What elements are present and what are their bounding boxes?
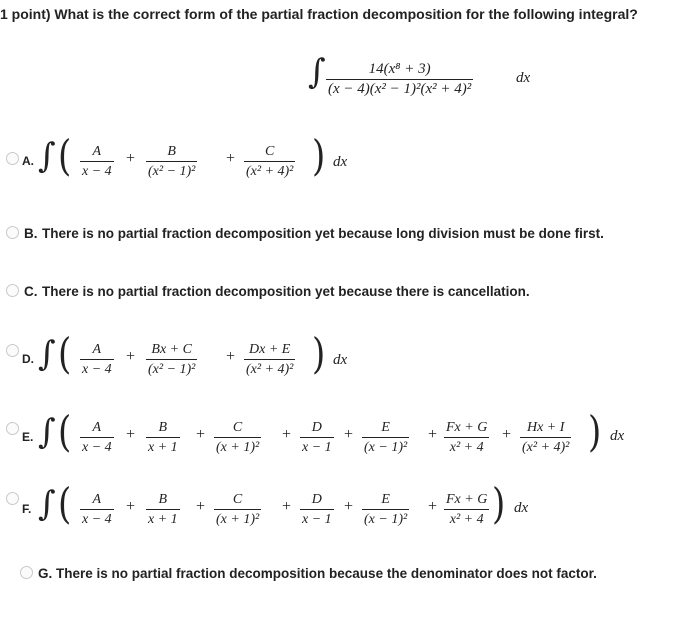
term-numerator: C	[232, 420, 243, 435]
radio-c[interactable]	[6, 284, 19, 297]
term-denominator: x² + 4	[449, 512, 484, 527]
option-letter: F.	[22, 502, 32, 516]
term-fraction	[244, 144, 295, 179]
term-numerator: Hx + I	[526, 420, 565, 435]
plus-sign: +	[428, 426, 438, 443]
term-denominator: (x² − 1)²	[148, 362, 196, 377]
term-denominator: x − 1	[302, 440, 332, 455]
term-numerator: C	[232, 492, 243, 507]
radio-g[interactable]	[20, 566, 33, 579]
integrand-denominator: (x − 4)(x² − 1)²(x² + 4)²	[328, 81, 472, 97]
term-denominator: (x² − 1)²	[148, 164, 196, 179]
term-denominator: (x − 1)²	[364, 440, 408, 455]
plus-sign: +	[126, 498, 136, 515]
option-letter: G.	[38, 566, 53, 581]
term-denominator: (x² + 4)²	[246, 164, 294, 179]
plus-sign: +	[126, 426, 136, 443]
left-paren: (	[58, 479, 72, 529]
plus-sign: +	[226, 348, 236, 365]
integral-sign: ∫	[38, 136, 56, 176]
right-paren: )	[492, 479, 506, 529]
option-dx: dx	[333, 154, 348, 170]
term-denominator: (x² + 4)²	[246, 362, 294, 377]
term-denominator: (x² + 4)²	[522, 440, 570, 455]
plus-sign: +	[502, 426, 512, 443]
integral-sign: ∫	[38, 334, 56, 374]
term-numerator: A	[92, 420, 102, 435]
option-letter: C.	[24, 284, 38, 299]
term-fraction	[146, 492, 180, 527]
term-fraction	[244, 342, 295, 377]
term-denominator: x − 4	[82, 440, 112, 455]
option-dx: dx	[514, 500, 529, 516]
term-fraction	[362, 420, 409, 455]
term-fraction	[80, 342, 114, 377]
term-denominator: x − 4	[82, 512, 112, 527]
integral-sign: ∫	[38, 484, 56, 524]
option-c-text: There is no partial fraction decomposition yet because there is cancellation.	[42, 284, 530, 299]
term-numerator: B	[158, 420, 168, 435]
question-text: 1 point) What is the correct form of the partial fraction decomposition for the following integral?	[0, 6, 638, 22]
term-fraction	[444, 492, 489, 527]
term-fraction	[300, 492, 334, 527]
term-numerator: Fx + G	[446, 420, 488, 435]
term-fraction	[520, 420, 571, 455]
left-paren: (	[58, 407, 72, 457]
term-numerator: A	[92, 342, 102, 357]
term-fraction	[444, 420, 489, 455]
term-numerator: Bx + C	[151, 342, 192, 357]
term-denominator: x + 1	[148, 440, 178, 455]
left-paren: (	[58, 329, 72, 379]
term-denominator: (x + 1)²	[216, 512, 260, 527]
right-paren: )	[588, 407, 602, 457]
term-numerator: A	[92, 144, 102, 159]
term-numerator: E	[381, 420, 390, 435]
term-numerator: Fx + G	[446, 492, 488, 507]
plus-sign: +	[196, 498, 206, 515]
term-fraction	[146, 420, 180, 455]
radio-a[interactable]	[6, 152, 19, 165]
plus-sign: +	[428, 498, 438, 515]
term-numerator: Dx + E	[249, 342, 291, 357]
radio-b[interactable]	[6, 226, 19, 239]
option-letter: E.	[22, 430, 34, 444]
left-paren: (	[58, 131, 72, 181]
term-fraction	[80, 144, 114, 179]
integrand-fraction	[326, 62, 473, 97]
radio-e[interactable]	[6, 422, 19, 435]
option-dx: dx	[610, 428, 625, 444]
term-fraction	[214, 420, 261, 455]
radio-f[interactable]	[6, 492, 19, 505]
option-letter: D.	[22, 352, 34, 366]
term-denominator: x² + 4	[449, 440, 484, 455]
term-denominator: x − 4	[82, 164, 112, 179]
plus-sign: +	[282, 426, 292, 443]
term-numerator: B	[158, 492, 168, 507]
term-fraction	[146, 342, 197, 377]
term-numerator: C	[265, 144, 275, 159]
term-fraction	[214, 492, 261, 527]
option-letter: A.	[22, 154, 34, 168]
plus-sign: +	[226, 150, 236, 167]
term-fraction	[362, 492, 409, 527]
term-denominator: x − 4	[82, 362, 112, 377]
integrand-numerator: 14(x⁸ + 3)	[368, 61, 431, 77]
integrand-dx: dx	[516, 70, 531, 86]
plus-sign: +	[126, 348, 136, 365]
term-numerator: D	[311, 420, 322, 435]
term-denominator: x − 1	[302, 512, 332, 527]
term-fraction	[80, 492, 114, 527]
radio-d[interactable]	[6, 344, 19, 357]
term-denominator: (x + 1)²	[216, 440, 260, 455]
integral-sign: ∫	[38, 412, 56, 452]
integral-sign: ∫	[308, 52, 326, 92]
plus-sign: +	[126, 150, 136, 167]
right-paren: )	[312, 131, 326, 181]
plus-sign: +	[344, 426, 354, 443]
term-numerator: B	[167, 144, 176, 159]
option-b-text: There is no partial fraction decomposition yet because long division must be done first.	[42, 226, 604, 241]
term-denominator: x + 1	[148, 512, 178, 527]
plus-sign: +	[344, 498, 354, 515]
term-fraction	[300, 420, 334, 455]
term-numerator: A	[92, 492, 102, 507]
right-paren: )	[312, 329, 326, 379]
plus-sign: +	[282, 498, 292, 515]
term-fraction	[146, 144, 197, 179]
plus-sign: +	[196, 426, 206, 443]
option-dx: dx	[333, 352, 348, 368]
option-g-text: There is no partial fraction decomposition because the denominator does not factor.	[56, 566, 597, 581]
term-numerator: E	[381, 492, 390, 507]
term-denominator: (x − 1)²	[364, 512, 408, 527]
term-fraction	[80, 420, 114, 455]
term-numerator: D	[311, 492, 322, 507]
option-letter: B.	[24, 226, 38, 241]
